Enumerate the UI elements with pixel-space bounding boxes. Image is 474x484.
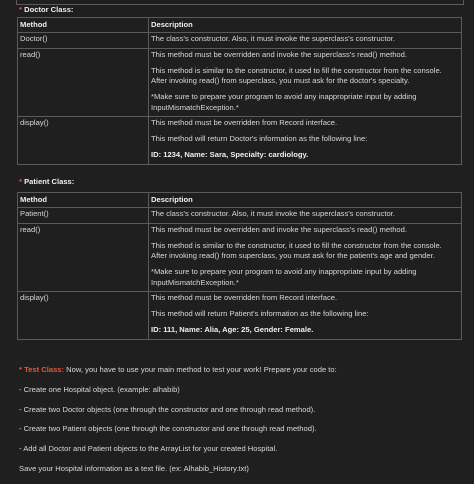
method-cell: read() [18, 223, 149, 291]
save-instruction: Save your Hospital information as a text file. (ex: Alhabib_History.txt) [19, 463, 249, 473]
example-output-line: ID: 1234, Name: Sara, Specialty: cardiology. [151, 150, 309, 160]
description-paragraph: This method will return Doctor's information as the following line: [151, 134, 368, 143]
method-cell: display() [18, 116, 149, 164]
description-cell [149, 48, 462, 116]
table-row [18, 116, 462, 164]
table-row [18, 48, 462, 116]
description-cell [149, 33, 462, 48]
description-paragraph: This method must be overridden and invoke the superclass's read() method. [151, 49, 407, 59]
list-item: - Create one Hospital object. (example: alhabib) [19, 384, 180, 394]
doctor-class-title: Doctor Class: [24, 5, 74, 14]
description-paragraph: The class's constructor. Also, it must invoke the superclass's constructor. [151, 209, 395, 219]
description-cell [149, 208, 462, 223]
example-output-line: ID: 111, Name: Alia, Age: 25, Gender: Female. [151, 325, 314, 335]
table-row [18, 208, 462, 223]
method-cell: Doctor() [18, 33, 149, 48]
test-class-label: Test Class: [24, 365, 65, 374]
description-paragraph: This method will return Patient's information as the following line: [151, 309, 369, 318]
asterisk-marker: * [19, 365, 22, 374]
description-paragraph: *Make sure to prepare your program to avoid any inappropriate input by adding InputMismatchException.* [151, 92, 417, 112]
method-cell: Patient() [18, 208, 149, 223]
patient-class-heading [19, 177, 74, 187]
patient-class-title: Patient Class: [24, 177, 75, 186]
asterisk-marker: * [19, 177, 22, 186]
table-row [18, 223, 462, 291]
description-cell [149, 223, 462, 291]
method-column-header: Method [18, 193, 149, 208]
description-paragraph: This method is similar to the constructor, it used to fill the constructor from the console. After invoking read() from superclass, you must ask for the patient's age and gender. [151, 240, 442, 260]
description-column-header: Description [149, 193, 462, 208]
table-header-row [18, 193, 462, 208]
list-item: - Create two Doctor objects (one through the constructor and one through read method). [19, 404, 316, 414]
patient-method-table [17, 192, 462, 340]
description-paragraph: This method must be overridden and invoke the superclass's read() method. [151, 224, 407, 234]
asterisk-marker: * [19, 5, 22, 14]
method-cell: read() [18, 48, 149, 116]
previous-table-edge [16, 0, 464, 5]
test-class-intro-text: Now, you have to use your main method to test your work! Prepare your code to: [64, 365, 337, 374]
doctor-method-table [17, 17, 462, 165]
description-column-header: Description [149, 18, 462, 33]
doctor-class-heading [19, 5, 73, 15]
table-row [18, 291, 462, 339]
list-item: - Create two Patient objects (one through the constructor and one through read method). [19, 424, 317, 434]
test-class-section [19, 365, 459, 484]
table-header-row [18, 18, 462, 33]
description-paragraph: This method is similar to the constructor, it used to fill the constructor from the console. After invoking read() from superclass, you must ask for the doctor's specialty. [151, 65, 442, 85]
description-paragraph: *Make sure to prepare your program to avoid any inappropriate input by adding InputMismatchException.* [151, 267, 417, 287]
description-cell [149, 291, 462, 339]
description-paragraph: This method must be overridden from Record interface. [151, 292, 338, 302]
table-row [18, 33, 462, 48]
description-paragraph: This method must be overridden from Record interface. [151, 117, 338, 127]
method-column-header: Method [18, 18, 149, 33]
test-class-intro [19, 365, 459, 375]
list-item: - Add all Doctor and Patient objects to the ArrayList for your created Hospital. [19, 444, 278, 453]
description-cell [149, 116, 462, 164]
method-cell: display() [18, 291, 149, 339]
description-paragraph: The class's constructor. Also, it must invoke the superclass's constructor. [151, 34, 395, 44]
